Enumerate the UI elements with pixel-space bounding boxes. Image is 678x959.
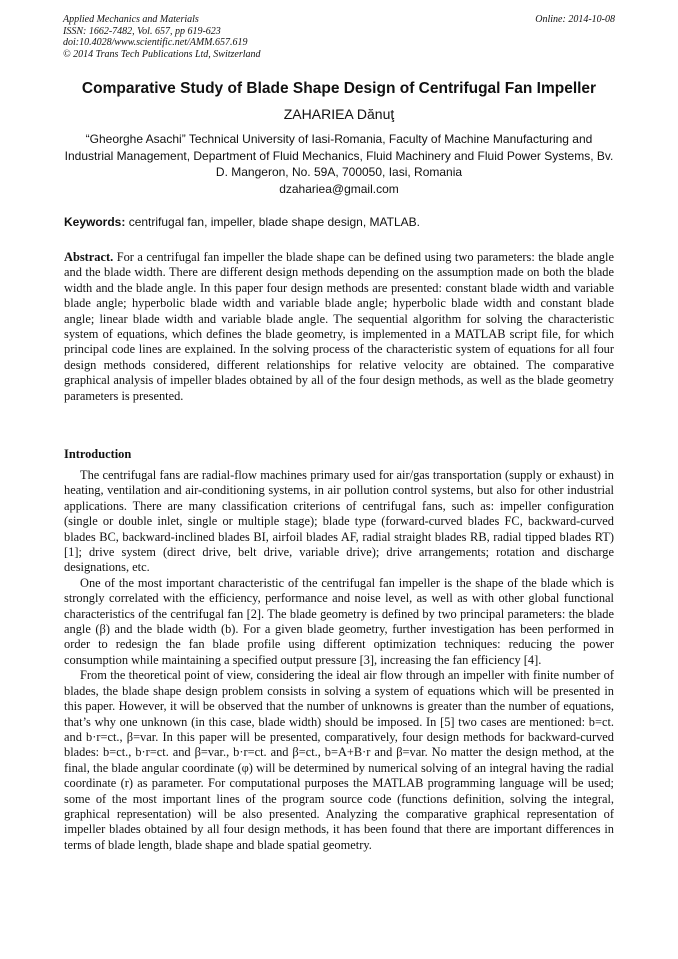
keywords-line xyxy=(64,215,614,229)
publication-header xyxy=(63,14,615,60)
paper-title: Comparative Study of Blade Shape Design of Centrifugal Fan Impeller xyxy=(81,80,597,97)
intro-paragraph-2: One of the most important characteristic of the centrifugal fan impeller is the shape of the blade which is strongly correlated with the efficiency, performance and noise level, as well as with other global functional characteristics of the centrifugal fan [2]. The blade geometry is defined by two principal parameters: the blade angle (β) and the blade width (b). For a given blade geometry, further investigation has been performed in order to redesign the fan blade profile using different optimization techniques: reducing the power consumption while maintaining a specified output pressure [3], increasing the fan efficiency [4]. xyxy=(64,575,614,667)
keywords-text: centrifugal fan, impeller, blade shape design, MATLAB. xyxy=(128,215,420,229)
author-name: ZAHARIEA Dănuţ xyxy=(283,106,395,122)
author-affiliation: “Gheorghe Asachi” Technical University of Iasi-Romania, Faculty of Machine Manufacturing and Industrial Management, Department of Fluid Mechanics, Fluid Machinery and Fluid Power Systems, Bv. D. Mangeron, No. 59A, 700050, Iasi, Romania xyxy=(64,132,614,179)
journal-name: Applied Mechanics and Materials xyxy=(63,14,199,25)
copyright-line: © 2014 Trans Tech Publications Ltd, Switzerland xyxy=(63,48,261,60)
intro-paragraph-1: The centrifugal fans are radial-flow machines primary used for air/gas transportation (supply or exhaust) in heating, ventilation and air-conditioning systems, in air pollution control systems, but also for other industrial applications. There are many classification criterions of centrifugal fans, such as: impeller configuration (single or double inlet, single or multiple stage); blade type (forward-curved blades FC, backward-curved blades BC, backward-inclined blades BI, airfoil blades AF, radial straight blades RB, radial tipped blades RT) [1]; drive system (direct drive, belt drive, variable drive); drive arrangements; rotation and discharge designations, etc. xyxy=(64,468,614,575)
abstract-label: Abstract. xyxy=(64,250,114,264)
intro-paragraph-3: From the theoretical point of view, considering the ideal air flow through an impeller with finite number of blades, the blade shape design problem consists in solving a system of equations which will be presented in this paper. However, it will be observed that the number of unknowns is greater than the number of equations, that’s why one unknown (in this case, blade width) should be imposed. In [5] two cases are mentioned: b=ct. and b·r=ct., β=var. In this paper will be presented, comparatively, four design methods for backward-curved blades: b=ct., b·r=ct. and β=var., b·r=ct. and β=ct., b=A+B·r and β=var. No matter the design method, at the final, the blade angular coordinate (φ) will be determined by numerical solving of an integral having the radial coordinate (r) as parameter. For computational purposes the MATLAB programming language will be used; some of the most important lines of the program source code (functions definition, solving the integral, graphical representation) will be also presented. Analyzing the comparative graphical representation of impeller blades obtained by all four design methods, it has been found that there are important differences in terms of blade length, blade shape and blade spatial geometry. xyxy=(64,668,614,852)
abstract-text: For a centrifugal fan impeller the blade shape can be defined using two parameters: the blade angle and the blade width. There are different design methods depending on the assumption made on both the blade width and the blade angle. In this paper four design methods are presented: constant blade width and variable blade angle; hyperbolic blade width and variable blade angle; hyperbolic blade width and constant blade angle; linear blade width and variable blade angle. The sequential algorithm for solving the characteristic system of equations, which defines the blade geometry, is implemented in a MATLAB script file, for which principal code lines are explained. In the solving process of the characteristic system of equations for all four design methods considered, different relationships for relative velocity are obtained. The comparative graphical analysis of impeller blades obtained by all of the four design methods, as well as the blade geometry parameters is presented. xyxy=(64,250,614,403)
abstract-paragraph xyxy=(64,250,614,404)
introduction-section xyxy=(64,468,614,853)
introduction-heading: Introduction xyxy=(64,447,132,461)
author-email[interactable]: dzahariea@gmail.com xyxy=(279,182,399,196)
issn-line: ISSN: 1662-7482, Vol. 657, pp 619-623 xyxy=(63,25,221,37)
keywords-label: Keywords: xyxy=(64,215,126,229)
doi-line: doi:10.4028/www.scientific.net/AMM.657.619 xyxy=(63,37,248,48)
online-date: Online: 2014-10-08 xyxy=(535,14,615,25)
